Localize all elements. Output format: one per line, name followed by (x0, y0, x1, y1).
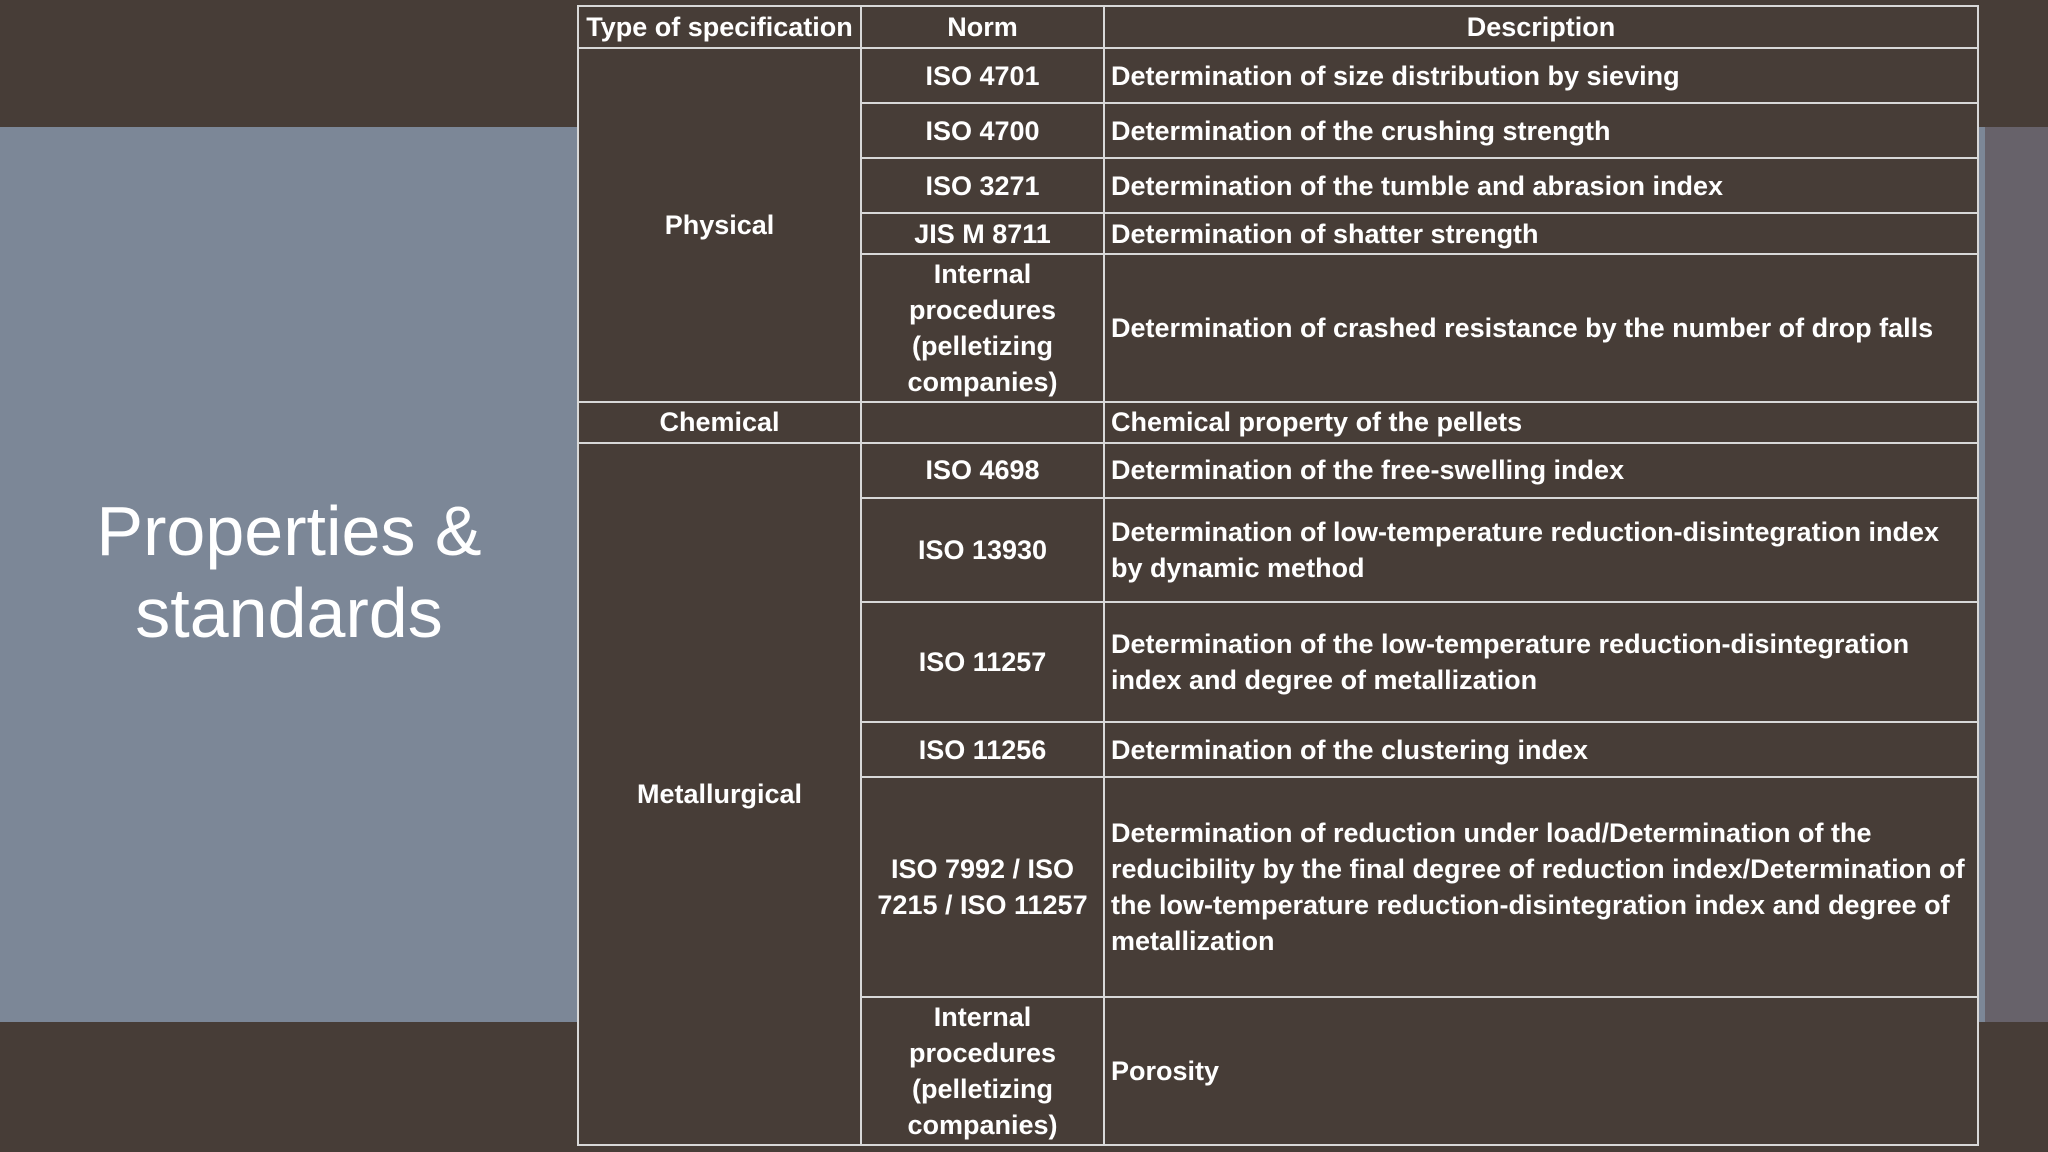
description-cell: Chemical property of the pellets (1104, 402, 1978, 443)
description-cell: Determination of reduction under load/Determination of the reducibility by the final degree of reduction index/Determination of the low-temperature reduction-disintegration index and degree of metallization (1104, 777, 1978, 996)
norm-cell: Internal procedures (pelletizing companies) (861, 997, 1104, 1145)
header-description: Description (1104, 6, 1978, 48)
slide-title-line-1: Properties & (96, 492, 482, 570)
description-cell: Determination of shatter strength (1104, 213, 1978, 254)
header-type-of-specification: Type of specification (578, 6, 861, 48)
norm-cell: JIS M 8711 (861, 213, 1104, 254)
description-cell: Determination of the clustering index (1104, 722, 1978, 777)
table-row (578, 443, 1978, 498)
description-cell: Determination of the crushing strength (1104, 103, 1978, 158)
description-cell: Determination of size distribution by sieving (1104, 48, 1978, 103)
description-cell: Determination of the free-swelling index (1104, 443, 1978, 498)
description-cell: Determination of the low-temperature reduction-disintegration index and degree of metallization (1104, 602, 1978, 722)
specification-table-container (577, 5, 1977, 1146)
slide-title (0, 490, 578, 654)
norm-cell: ISO 4701 (861, 48, 1104, 103)
slide-title-line-2: standards (135, 574, 443, 652)
header-norm: Norm (861, 6, 1104, 48)
norm-cell: ISO 11256 (861, 722, 1104, 777)
table-row (578, 48, 1978, 103)
background-band-right (1985, 127, 2048, 1022)
type-cell-metallurgical: Metallurgical (578, 443, 861, 1145)
description-cell: Determination of the tumble and abrasion index (1104, 158, 1978, 213)
type-cell-physical: Physical (578, 48, 861, 402)
specification-table (577, 5, 1979, 1146)
description-cell: Porosity (1104, 997, 1978, 1145)
description-cell: Determination of crashed resistance by the number of drop falls (1104, 254, 1978, 401)
type-cell-chemical: Chemical (578, 402, 861, 443)
norm-cell: ISO 3271 (861, 158, 1104, 213)
norm-cell: ISO 11257 (861, 602, 1104, 722)
norm-cell: ISO 4700 (861, 103, 1104, 158)
norm-cell (861, 402, 1104, 443)
norm-cell: ISO 7992 / ISO 7215 / ISO 11257 (861, 777, 1104, 996)
norm-cell: ISO 4698 (861, 443, 1104, 498)
table-header-row (578, 6, 1978, 48)
description-cell: Determination of low-temperature reduction-disintegration index by dynamic method (1104, 498, 1978, 602)
norm-cell: Internal procedures (pelletizing companies) (861, 254, 1104, 401)
table-row (578, 402, 1978, 443)
norm-cell: ISO 13930 (861, 498, 1104, 602)
